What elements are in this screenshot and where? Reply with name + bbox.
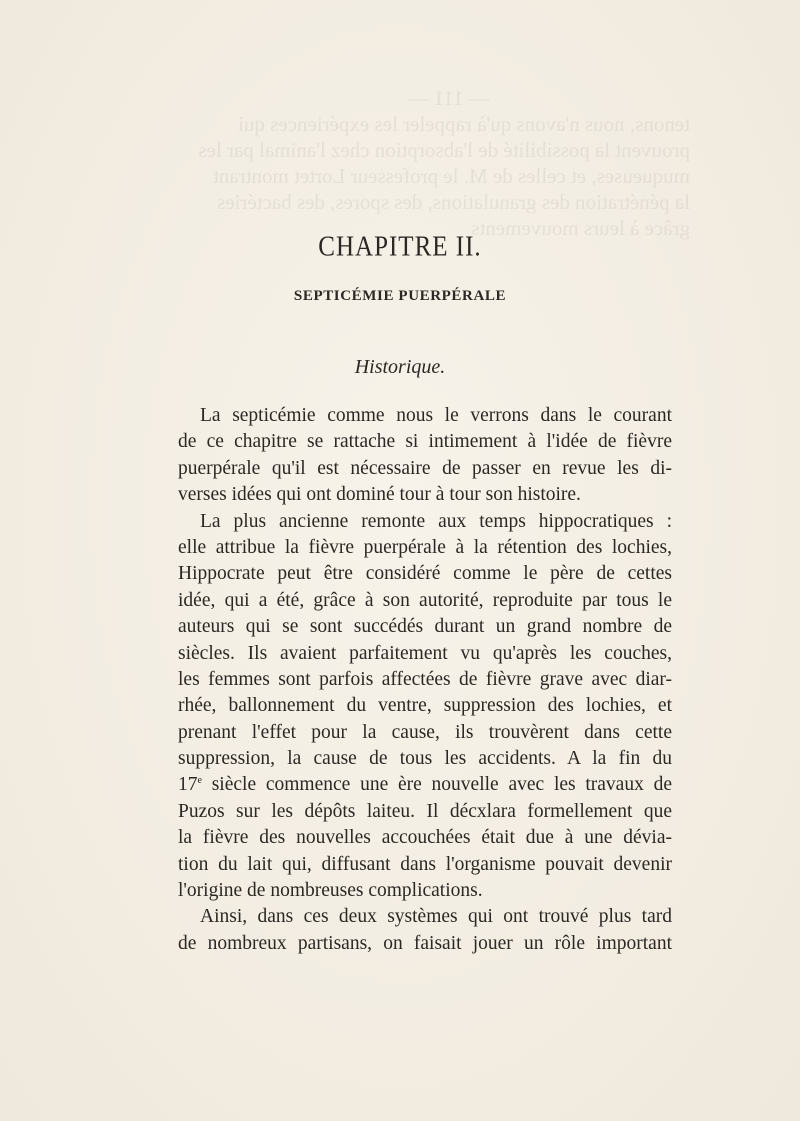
text-line: prenant l'effet pour la cause, ils trouvèrent dans cette [178, 721, 672, 743]
text-line: siècles. Ils avaient parfaitement vu qu'après les couches, [178, 642, 672, 664]
bleed-line: la pénétration des granulations, des spores, des bactéries [217, 190, 690, 214]
text-line: de nombreux partisans, on faisait jouer un rôle important [178, 932, 672, 954]
text-line: l'origine de nombreuses complications. [178, 880, 483, 902]
bleed-through-text [170, 85, 690, 255]
bleed-line: prouvent la possibilité de l'absorption chez l'animal par les [198, 138, 690, 162]
text-line: de ce chapitre se rattache si intimement à l'idée de fièvre [178, 431, 672, 453]
body-text [178, 403, 672, 957]
text-line: idée, qui a été, grâce à son autorité, reproduite par tous le [178, 589, 672, 611]
text-line: auteurs qui se sont succédés durant un grand nombre de [178, 616, 672, 638]
text-line: tion du lait qui, diffusant dans l'organisme pouvait devenir [178, 853, 672, 875]
text-line: elle attribue la fièvre puerpérale à la rétention des lochies, [178, 536, 672, 558]
superscript: e [197, 775, 202, 787]
text-line: la fièvre des nouvelles accouchées était due à une dévia- [178, 827, 672, 849]
bleed-line: tenons, nous n'avons qu'à rappeler les expériences qui [238, 112, 690, 136]
bleed-line: — 111 — [407, 86, 490, 110]
text-line: La septicémie comme nous le verrons dans le courant [200, 405, 672, 426]
century-number: 17 [178, 774, 198, 796]
section-title: Historique. [354, 356, 446, 378]
text-line [178, 772, 672, 798]
bleed-line: grâce à leurs mouvements [471, 216, 690, 240]
text-line: La plus ancienne remonte aux temps hippocratiques : [200, 510, 672, 532]
chapter-title: CHAPITRE II. [318, 232, 482, 263]
line-text: siècle commence une ère nouvelle avec les travaux de [201, 774, 672, 796]
text-line: les femmes sont parfois affectées de fièvre grave avec diar- [178, 668, 672, 690]
text-line: rhée, ballonnement du ventre, suppression des lochies, et [178, 695, 672, 717]
bleed-line: muqueuses, et celles de M. le professeur Lortet montrant [212, 164, 690, 188]
text-line: verses idées qui ont dominé tour à tour son histoire. [178, 484, 581, 506]
text-line: puerpérale qu'il est nécessaire de passer en revue les di- [178, 457, 672, 479]
text-line: Ainsi, dans ces deux systèmes qui ont trouvé plus tard [200, 906, 672, 928]
chapter-subtitle: SEPTICÉMIE PUERPÉRALE [293, 288, 507, 304]
text-line: suppression, la cause de tous les accidents. A la fin du [178, 748, 672, 770]
text-line: Hippocrate peut être considéré comme le père de cettes [178, 563, 672, 585]
text-line: Puzos sur les dépôts laiteu. Il décxlara formellement que [178, 800, 672, 822]
